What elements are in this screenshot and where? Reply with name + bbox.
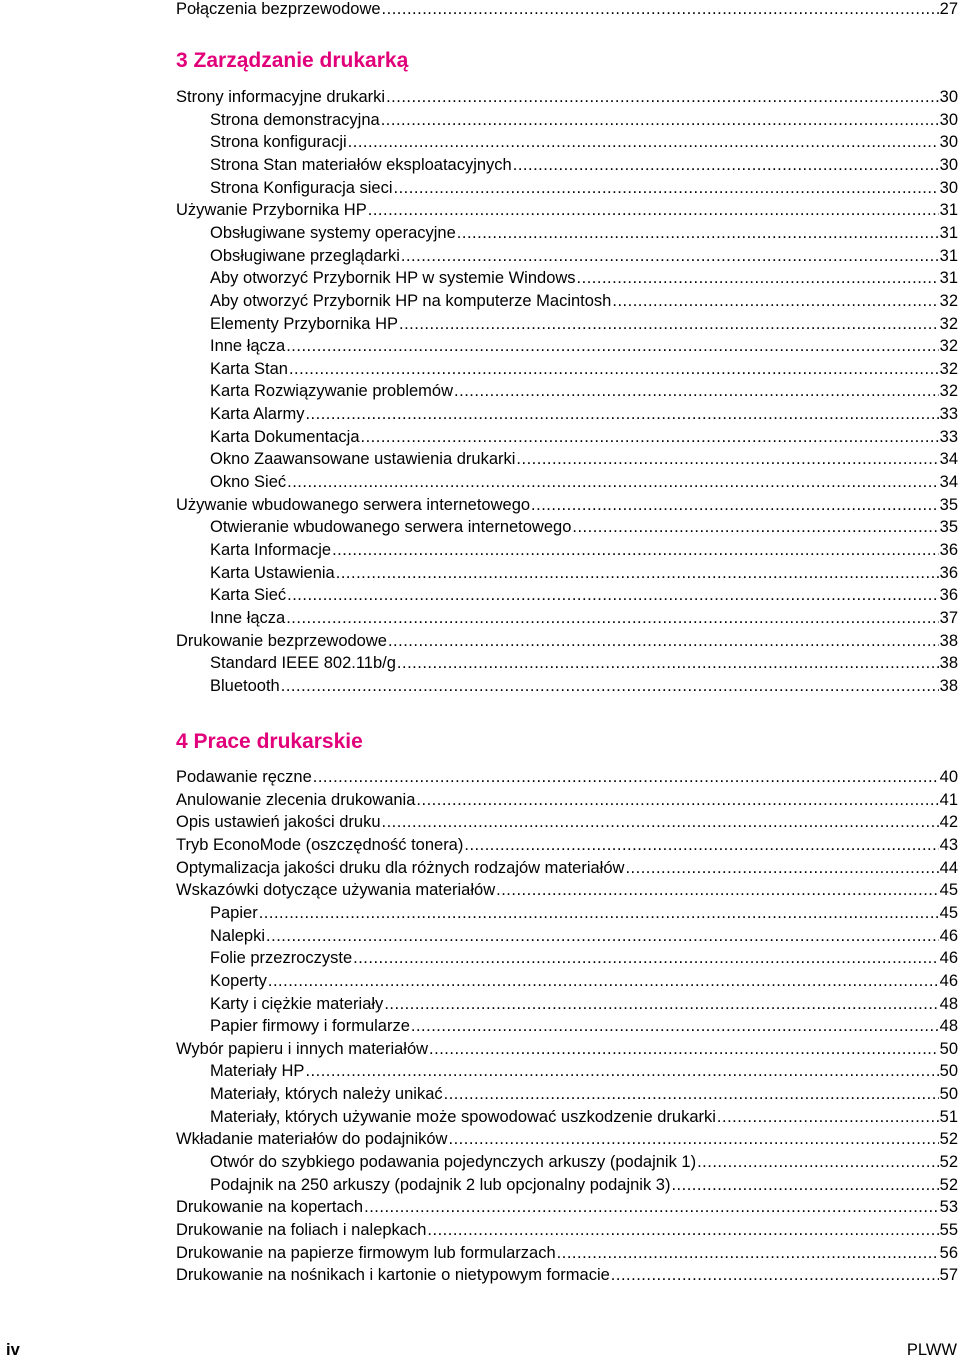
toc-entry-page: 52 bbox=[939, 1130, 958, 1149]
toc-entry[interactable] bbox=[176, 1219, 958, 1242]
toc-entry-title: Drukowanie bezprzewodowe bbox=[176, 631, 387, 650]
toc-entry[interactable] bbox=[176, 1242, 958, 1265]
toc-entry-leader bbox=[444, 1083, 939, 1106]
toc-entry-leader bbox=[259, 902, 939, 925]
toc-entry-leader bbox=[448, 1128, 938, 1151]
toc-entry-leader bbox=[332, 539, 939, 562]
toc-entry-title: Karta Alarmy bbox=[210, 405, 305, 424]
toc-entry-page: 33 bbox=[939, 405, 958, 424]
toc-entry-leader bbox=[384, 993, 938, 1016]
toc-entry-page: 36 bbox=[939, 541, 958, 559]
toc-entry-page: 32 bbox=[939, 314, 958, 333]
toc-entry-leader bbox=[697, 1151, 939, 1174]
toc-entry-title: Optymalizacja jakości druku dla różnych rodzajów materiałów bbox=[176, 858, 625, 877]
toc-entry-title: Karta Informacje bbox=[210, 541, 332, 559]
toc-entry-title: Podajnik na 250 arkuszy (podajnik 2 lub opcjonalny podajnik 3) bbox=[210, 1175, 671, 1194]
toc-entry-title: Drukowanie na papierze firmowym lub formularzach bbox=[176, 1243, 556, 1262]
toc-entry-leader bbox=[671, 1174, 938, 1197]
toc-entry-title: Wybór papieru i innych materiałów bbox=[176, 1039, 429, 1058]
toc-entry-title: Otwór do szybkiego podawania pojedynczych arkuszy (podajnik 1) bbox=[210, 1153, 697, 1172]
toc-entry-leader bbox=[577, 267, 939, 290]
toc-entry[interactable] bbox=[210, 267, 958, 290]
toc-entry-page: 31 bbox=[939, 246, 958, 265]
toc-entry-page: 53 bbox=[939, 1198, 958, 1217]
toc-entry-leader bbox=[557, 1242, 939, 1265]
toc-entry[interactable] bbox=[210, 516, 958, 539]
toc-entry-leader bbox=[386, 86, 939, 109]
toc-entry[interactable] bbox=[176, 789, 958, 812]
toc-entry-title: Tryb EconoMode (oszczędność tonera) bbox=[176, 835, 464, 854]
toc-entry-title: Materiały HP bbox=[210, 1062, 305, 1081]
toc-entry-leader bbox=[382, 811, 939, 834]
toc-entry-page: 45 bbox=[939, 903, 958, 922]
toc-entry-title: Strona konfiguracji bbox=[210, 133, 347, 152]
toc-entry[interactable] bbox=[210, 1015, 958, 1038]
toc-entry-title: Karta Dokumentacja bbox=[210, 427, 360, 446]
toc-entry-page: 40 bbox=[939, 768, 958, 786]
toc-entry[interactable] bbox=[176, 1038, 958, 1061]
toc-entry-leader bbox=[364, 1196, 939, 1219]
toc-entry-page: 50 bbox=[939, 1039, 958, 1058]
toc-entry-title: Połączenia bezprzewodowe bbox=[176, 0, 381, 18]
toc-entry-title: Koperty bbox=[210, 971, 267, 990]
toc-entry-leader bbox=[289, 358, 939, 381]
toc-entry-title: Obsługiwane przeglądarki bbox=[210, 246, 400, 265]
toc-entry[interactable] bbox=[176, 834, 958, 857]
toc-entry-leader bbox=[281, 675, 939, 698]
toc-entry-page: 32 bbox=[939, 291, 958, 310]
toc-entry-page: 35 bbox=[939, 495, 958, 514]
toc-entry-page: 50 bbox=[939, 1085, 958, 1104]
toc-entry-leader bbox=[305, 403, 938, 426]
toc-entry[interactable] bbox=[210, 1060, 958, 1083]
toc-entry[interactable] bbox=[210, 448, 958, 471]
toc-entry-page: 56 bbox=[939, 1243, 958, 1262]
toc-entry-title: Papier firmowy i formularze bbox=[210, 1017, 410, 1036]
toc-entry-leader bbox=[531, 494, 939, 517]
toc-entry[interactable] bbox=[176, 199, 958, 222]
toc-entry-page: 27 bbox=[939, 0, 958, 18]
toc-entry-leader bbox=[399, 313, 939, 336]
toc-entry[interactable] bbox=[210, 335, 958, 358]
toc-entry-page: 52 bbox=[939, 1153, 958, 1172]
page-number: iv bbox=[6, 1341, 20, 1359]
toc-entry-title: Drukowanie na nośnikach i kartonie o nietypowym formacie bbox=[176, 1266, 610, 1285]
toc-entry-leader bbox=[454, 380, 939, 403]
toc-entry-title: Okno Zaawansowane ustawienia drukarki bbox=[210, 450, 516, 469]
toc-entry-title: Nalepki bbox=[210, 926, 266, 945]
toc-entry-title: Inne łącza bbox=[210, 608, 286, 627]
toc-entry-leader bbox=[268, 970, 939, 993]
toc-entry-title: Obsługiwane systemy operacyjne bbox=[210, 223, 456, 242]
toc-entry[interactable] bbox=[210, 539, 958, 562]
toc-entry-leader bbox=[464, 834, 938, 857]
toc-entry-leader bbox=[411, 1015, 939, 1038]
toc-entry-title: Karta Stan bbox=[210, 359, 288, 378]
toc-entry[interactable] bbox=[176, 857, 958, 880]
toc-entry[interactable] bbox=[210, 403, 958, 426]
toc-entry[interactable] bbox=[210, 358, 958, 381]
toc-entry-leader bbox=[382, 0, 939, 21]
toc-entry-page: 31 bbox=[939, 223, 958, 242]
toc-entry-leader bbox=[361, 426, 939, 449]
toc-entry-leader bbox=[287, 471, 939, 494]
toc-entry[interactable] bbox=[176, 766, 958, 789]
toc-entry-page: 44 bbox=[939, 858, 958, 877]
toc-entry-page: 46 bbox=[939, 971, 958, 990]
toc-entry[interactable] bbox=[210, 222, 958, 245]
toc-entry-title: Standard IEEE 802.11b/g bbox=[210, 654, 396, 673]
toc-entry-page: 52 bbox=[939, 1175, 958, 1194]
toc-entry-title: Karty i ciężkie materiały bbox=[210, 994, 384, 1013]
toc-entry-page: 38 bbox=[939, 676, 958, 695]
toc-entry-page: 34 bbox=[939, 473, 958, 492]
toc-entry-leader bbox=[572, 516, 938, 539]
toc-entry-title: Strona Konfiguracja sieci bbox=[210, 178, 393, 197]
toc-entry-leader bbox=[416, 789, 938, 812]
toc-entry-title: Używanie Przybornika HP bbox=[176, 201, 367, 220]
toc-entry-title: Elementy Przybornika HP bbox=[210, 314, 398, 333]
toc-entry-title: Podawanie ręczne bbox=[176, 768, 312, 786]
toc-entry-page: 35 bbox=[939, 518, 958, 537]
toc-entry[interactable] bbox=[210, 177, 958, 200]
toc-entry[interactable] bbox=[210, 902, 958, 925]
toc-entry-leader bbox=[287, 584, 939, 607]
toc-entry-page: 38 bbox=[939, 631, 958, 650]
toc-entry-page: 48 bbox=[939, 994, 958, 1013]
toc-entry-title: Otwieranie wbudowanego serwera internetowego bbox=[210, 518, 572, 537]
toc-entry-title: Okno Sieć bbox=[210, 473, 287, 492]
toc-entry[interactable] bbox=[210, 993, 958, 1016]
toc-entry[interactable] bbox=[210, 109, 958, 132]
toc-entry-page: 46 bbox=[939, 926, 958, 945]
toc-entry-page: 30 bbox=[939, 88, 958, 106]
toc-entry-leader bbox=[348, 131, 939, 154]
toc-entry[interactable] bbox=[210, 290, 958, 313]
chapter-3-heading[interactable]: 3 Zarządzanie drukarką bbox=[176, 49, 409, 72]
toc-entry-page: 33 bbox=[939, 427, 958, 446]
toc-entry-leader bbox=[429, 1038, 939, 1061]
toc-entry-title: Strona Stan materiałów eksploatacyjnych bbox=[210, 155, 512, 174]
toc-entry-leader bbox=[286, 607, 938, 630]
toc-entry-leader bbox=[266, 925, 939, 948]
toc-entry-page: 57 bbox=[939, 1266, 958, 1285]
toc-entry[interactable] bbox=[176, 1128, 958, 1151]
toc-entry-title: Materiały, których używanie może spowodować uszkodzenie drukarki bbox=[210, 1107, 716, 1126]
toc-entry-title: Karta Rozwiązywanie problemów bbox=[210, 382, 454, 401]
toc-entry-page: 30 bbox=[939, 155, 958, 174]
toc-entry[interactable] bbox=[210, 1151, 958, 1174]
toc-entry-leader bbox=[717, 1106, 939, 1129]
toc-entry[interactable] bbox=[210, 313, 958, 336]
toc-entry-page: 30 bbox=[939, 178, 958, 197]
toc-entry-title: Karta Sieć bbox=[210, 586, 287, 605]
toc-entry[interactable] bbox=[176, 811, 958, 834]
toc-entry[interactable] bbox=[176, 494, 958, 517]
toc-entry[interactable] bbox=[210, 154, 958, 177]
toc-entry-page: 32 bbox=[939, 359, 958, 378]
footer-label: PLWW bbox=[906, 1341, 957, 1359]
toc-entry[interactable] bbox=[210, 1174, 958, 1197]
toc-entry-title: Opis ustawień jakości druku bbox=[176, 813, 381, 832]
toc-entry-leader bbox=[336, 562, 939, 585]
toc-entry-page: 31 bbox=[939, 201, 958, 220]
toc-entry-leader bbox=[305, 1060, 938, 1083]
toc-entry-page: 51 bbox=[939, 1107, 958, 1126]
toc-entry-page: 50 bbox=[939, 1062, 958, 1081]
toc-entry-leader bbox=[516, 448, 938, 471]
toc-entry-top[interactable] bbox=[176, 0, 958, 21]
toc-entry-title: Wkładanie materiałów do podajników bbox=[176, 1130, 448, 1149]
toc-entry-title: Bluetooth bbox=[210, 676, 280, 695]
toc-entry-leader bbox=[612, 290, 938, 313]
toc-entry-leader bbox=[381, 109, 939, 132]
toc-entry-title: Używanie wbudowanego serwera internetowego bbox=[176, 495, 531, 514]
toc-entry-page: 38 bbox=[939, 654, 958, 673]
toc-entry-page: 36 bbox=[939, 563, 958, 582]
toc-entry[interactable] bbox=[176, 630, 958, 653]
toc-entry[interactable] bbox=[176, 1264, 958, 1287]
toc-entry-page: 30 bbox=[939, 133, 958, 152]
toc-entry-title: Karta Ustawienia bbox=[210, 563, 335, 582]
toc-entry-leader bbox=[286, 335, 938, 358]
toc-entry-title: Drukowanie na kopertach bbox=[176, 1198, 364, 1217]
toc-entry-leader bbox=[394, 177, 939, 200]
toc-entry-leader bbox=[457, 222, 939, 245]
toc-entry[interactable] bbox=[210, 380, 958, 403]
toc-entry[interactable] bbox=[210, 471, 958, 494]
toc-entry-leader bbox=[611, 1264, 939, 1287]
toc-entry[interactable] bbox=[176, 86, 958, 109]
toc-entry-title: Papier bbox=[210, 903, 258, 922]
toc-entry[interactable] bbox=[176, 1196, 958, 1219]
toc-entry-page: 45 bbox=[939, 881, 958, 900]
toc-entry-title: Materiały, których należy unikać bbox=[210, 1085, 443, 1104]
toc-entry-page: 36 bbox=[939, 586, 958, 605]
toc-entry[interactable] bbox=[210, 925, 958, 948]
toc-entry[interactable] bbox=[210, 947, 958, 970]
toc-entry-title: Inne łącza bbox=[210, 337, 286, 356]
toc-entry[interactable] bbox=[210, 1083, 958, 1106]
chapter-4-heading[interactable]: 4 Prace drukarskie bbox=[176, 730, 363, 753]
toc-entry-leader bbox=[368, 199, 939, 222]
toc-entry-page: 41 bbox=[939, 790, 958, 809]
toc-entry[interactable] bbox=[210, 652, 958, 675]
toc-entry-leader bbox=[397, 652, 939, 675]
toc-entry[interactable] bbox=[210, 675, 958, 698]
toc-entry-leader bbox=[625, 857, 938, 880]
toc-entry-page: 32 bbox=[939, 382, 958, 401]
toc-entry-leader bbox=[388, 630, 939, 653]
toc-entry-title: Strony informacyjne drukarki bbox=[176, 88, 386, 106]
toc-entry[interactable] bbox=[210, 426, 958, 449]
toc-entry[interactable] bbox=[210, 562, 958, 585]
toc-entry[interactable] bbox=[210, 245, 958, 268]
toc-entry-leader bbox=[427, 1219, 938, 1242]
toc-entry-title: Drukowanie na foliach i nalepkach bbox=[176, 1221, 427, 1239]
toc-entry-title: Aby otworzyć Przybornik HP w systemie Windows bbox=[210, 269, 576, 288]
toc-entry[interactable] bbox=[210, 584, 958, 607]
toc-entry-page: 46 bbox=[939, 949, 958, 968]
toc-entry-title: Wskazówki dotyczące używania materiałów bbox=[176, 881, 496, 900]
toc-entry-title: Strona demonstracyjna bbox=[210, 110, 380, 129]
toc-entry-leader bbox=[353, 947, 939, 970]
toc-entry-page: 34 bbox=[939, 450, 958, 469]
toc-entry-page: 30 bbox=[939, 110, 958, 129]
toc-entry[interactable] bbox=[176, 879, 958, 902]
toc-entry-page: 32 bbox=[939, 337, 958, 356]
toc-entry-title: Anulowanie zlecenia drukowania bbox=[176, 790, 416, 809]
toc-entry-page: 42 bbox=[939, 813, 958, 832]
toc-entry-title: Aby otworzyć Przybornik HP na komputerze Macintosh bbox=[210, 291, 612, 310]
toc-entry-leader bbox=[313, 766, 939, 789]
toc-entry[interactable] bbox=[210, 1106, 958, 1129]
toc-entry-leader bbox=[401, 245, 939, 268]
toc-entry[interactable] bbox=[210, 970, 958, 993]
toc-entry-page: 31 bbox=[939, 269, 958, 288]
toc-entry-leader bbox=[513, 154, 939, 177]
toc-entry-page: 55 bbox=[939, 1221, 958, 1239]
toc-entry-page: 48 bbox=[939, 1017, 958, 1036]
toc-entry-page: 43 bbox=[939, 835, 958, 854]
toc-entry-page: 37 bbox=[939, 608, 958, 627]
toc-entry-leader bbox=[496, 879, 939, 902]
toc-entry[interactable] bbox=[210, 131, 958, 154]
toc-entry[interactable] bbox=[210, 607, 958, 630]
toc-entry-title: Folie przezroczyste bbox=[210, 949, 353, 968]
